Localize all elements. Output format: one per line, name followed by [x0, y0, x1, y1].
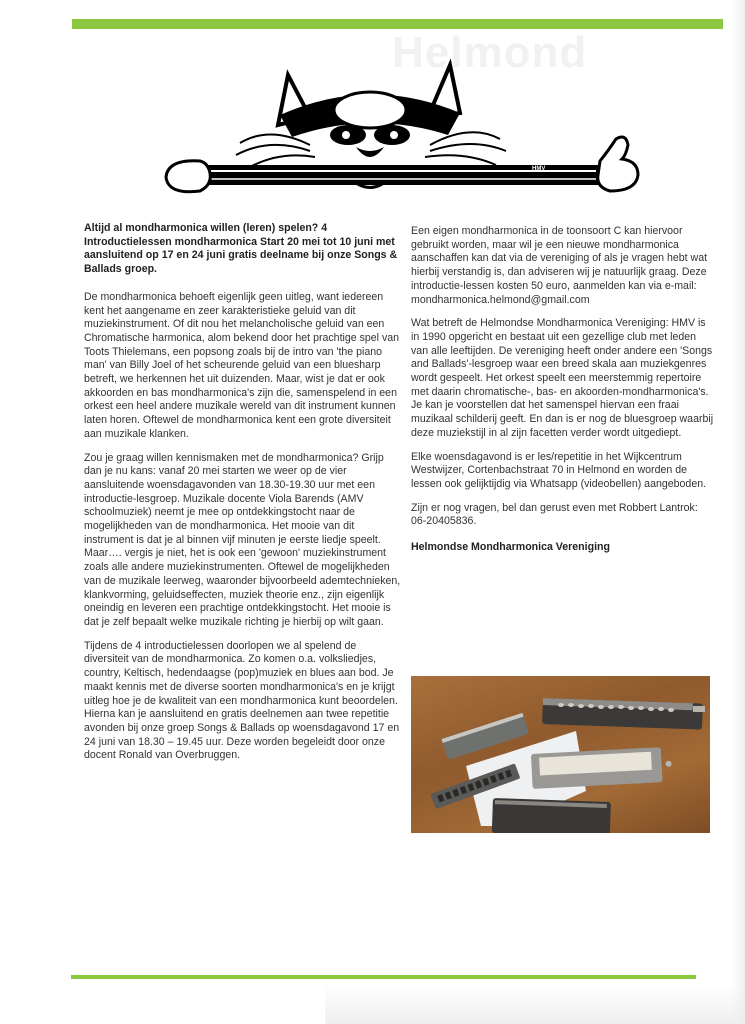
article-lead: Altijd al mondharmonica willen (leren) spelen? 4 Introductielessen mondharmonica Start 20 mei tot 10 juni met aansluitend op 17 en 24 juni gratis deelname bij onze Songs & Ballads groep.: [84, 222, 398, 276]
page-corner-shadow: [325, 984, 745, 1024]
harmonica-label: HMV: [532, 166, 546, 172]
harmonicas-photo: [411, 676, 710, 833]
whiskers: [236, 132, 506, 167]
page-edge-shadow: [731, 0, 745, 1024]
signature: Helmondse Mondharmonica Vereniging: [411, 541, 610, 554]
tremolo-harmonica: [492, 798, 611, 833]
paragraph-introductielessen: Tijdens de 4 introductielessen doorlopen we al spelend de diversiteit van de mondharmonica. Zo komen o.a. volksliedjes, country, Keltisch, hedendaagse (pop)muziek en blues aan bod. Je maakt kennis met de diverse soorten mondharmonica's en je krijgt uitleg hoe je de kwaliteit van een mondharmonica kunt beoordelen. Hierna kan je aansluitend en gratis deelnemen aan twee repetitie avonden bij onze groep Songs & Ballads op woensdagavond 17 en 24 juni van 18.30 – 19.45 uur. Deze worden begeleidt door onze docent Ronald van Overbruggen.: [84, 639, 400, 762]
paragraph-locatie: Elke woensdagavond is er les/repetitie in het Wijkcentrum Westwijzer, Cortenbachstraat 70 in Helmond en worden de lessen ook gelijktijdig via Whatsapp (videobellen) aangeboden.: [411, 450, 707, 490]
right-thumbs-up-paw: [598, 137, 638, 191]
paragraph-eigen-mondharmonica: Een eigen mondharmonica in de toonsoort C kan hiervoor gebruikt worden, maar wil je een nieuwe mondharmonica aanschaffen kan dat via de vereniging of als je vragen hebt wat hierbij verstandig is, dan adviseren wij je natuurlijk graag. Deze introductie-lessen kosten 50 euro, aanmelden kan via e-mail: mondharmonica.helmond@gmail.com: [411, 225, 708, 306]
cat-nose: [356, 147, 384, 157]
cat-forehead: [334, 92, 406, 128]
paragraph-kennismaken: Zou je graag willen kennismaken met de mondharmonica? Grijp dan je nu kans: vanaf 20 mei starten we weer op de vier aansluitende woensdagavonden van 18.30-19.30 uur met een introductie-lesgroep. Muzikale docente Viola Barends (AMV schoolmuziek) neemt je mee op ontdekkingstocht naar de mogelijkheden van de mondharmonica. Het mooie van dit instrument is dat je al binnen vijf minuten je eerste liedje speelt. Maar…. vergis je niet, het is ook een 'gewoon' muziekinstrument zoals alle andere muziekinstrumenten. Oftewel de mogelijkheden van de muzikale leerweg, waaronder bijvoorbeeld ademtechnieken, klankvorming, geluidseffecten, muziek theorie enz., zijn eigenlijk oneindig en leveren een prachtige ontdekkingstocht. Het mooie is dat je zelf bepaalt welke muzikale richting je hierbij op wilt gaan.: [84, 451, 401, 628]
chord-harmonica: [531, 747, 673, 789]
chromatic-harmonica: [542, 698, 705, 730]
paragraph-vereniging: Wat betreft de Helmondse Mondharmonica Vereniging: HMV is in 1990 opgericht en bestaat uit een gezellige club met leden van alle leeftijden. De vereniging heeft onder andere een 'Songs and Ballads'-lesgroep waar een breed skala aan muziekgenres wordt gespeelt. Het orkest speelt een meerstemmig repertoire met daarin chromatische-, bas- en akoorden-mondharmonica's. Je kan je voorstellen dat het samenspel hiervan een fraai muzikaal schilderij geeft. En dan is er nog de bluesgroep waarbij deze muziekstijl in al zijn facetten verder wordt uitgediept.: [411, 317, 714, 439]
harmonicas-photo-illustration: [411, 676, 710, 833]
cat-logo-icon: [160, 55, 640, 195]
paragraph-contact: Zijn er nog vragen, bel dan gerust even met Robbert Lantrok: 06-20405836.: [411, 501, 698, 528]
paragraph-intro: De mondharmonica behoeft eigenlijk geen uitleg, want iedereen kent het aangename en zeer karakteristieke geluid van dit muziekinstrument. Of dit nou het melancholische geluid van een Chromatische harmonica, alom bekend door het prachtige spel van Toots Thielemans, een popsong zoals bij de intro van 'the piano man' van Billy Joel of het scheurende geluid van een bluesharp betreft, we herkennen het uit duizenden. Maar, wist je dat er ook akkoorden en bas mondharmonica's zijn die, samenspelend in een orkest een heel andere muzikale wereld van dit instrument kunnen laten horen. Oftewel de mondharmonica kent een grote diversiteit aan muzikale klanken.: [84, 290, 400, 440]
right-column: [411, 225, 716, 565]
bleed-through-title: Helmond: [392, 28, 588, 77]
bottom-green-rule: [71, 975, 696, 979]
hmv-cat-harmonica-logo: [160, 55, 640, 195]
left-column: [84, 222, 402, 773]
left-paw: [166, 161, 210, 192]
